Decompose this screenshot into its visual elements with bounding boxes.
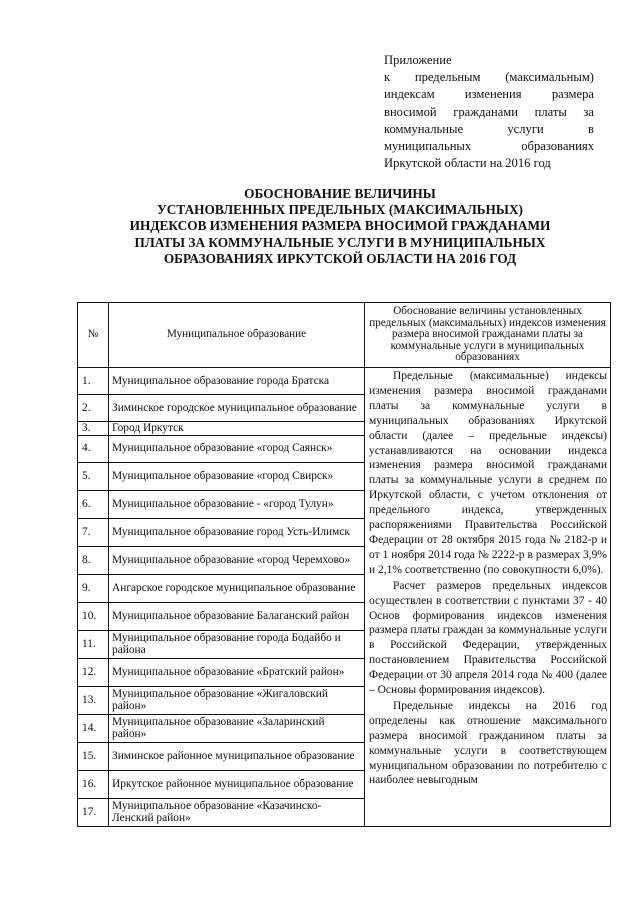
- row-municipality: Муниципальное образование - «город Тулун»: [109, 490, 365, 518]
- table-row: [78, 368, 611, 395]
- row-number: 10.: [78, 602, 109, 630]
- row-municipality: Муниципальное образование «город Черемхово»: [109, 546, 365, 574]
- basis-paragraph: Предельные (максимальные) индексы изменения размера вносимой гражданами платы за коммунальные услуги в муниципальных образованиях Иркутской области (далее – предельные индексы) устанавливаются на основании индекса изменения размера вносимой гражданами платы за коммунальные услуги в среднем по Иркутской области, с учетом отклонения от предельного индекса, утвержденных распоряжениями Правительства Российской Федерации от 28 октября 2015 года № 2182-р и от 1 ноября 2014 года № 2222-р в размерах 3,9% и 2,1% соответственно (по совокупности 6,0%).: [369, 370, 607, 576]
- title-line: ИНДЕКСОВ ИЗМЕНЕНИЯ РАЗМЕРА ВНОСИМОЙ ГРАЖДАНАМИ: [129, 218, 551, 234]
- row-municipality: Муниципальное образование «город Саянск»: [109, 435, 365, 462]
- row-number: 1.: [78, 368, 109, 395]
- row-municipality: Муниципальное образование город Усть-Илимск: [109, 518, 365, 546]
- appendix-line: к предельным (максимальным): [384, 70, 594, 85]
- basis-paragraph: Расчет размеров предельных индексов осуществлен в соответствии с пунктами 37 - 40 Основ формирования индексов изменения размера платы граждан за коммунальные услуги в Российской Федерации, утвержденных постановлением Правительства Российской Федерации от 30 апреля 2014 года № 400 (далее – Основы формирования индексов).: [369, 579, 607, 697]
- appendix-line: коммунальные услуги в: [384, 121, 594, 136]
- row-municipality: Муниципальное образование города Братска: [109, 368, 365, 395]
- appendix-line: Иркутской области на 2016 год: [384, 156, 551, 171]
- header-basis: Обоснование величины установленных предельных (максимальных) индексов изменения размера вносимой гражданами платы за коммунальные услуги в муниципальных образованиях: [365, 303, 611, 368]
- row-municipality: Муниципальное образование «Казачинско-Ленский район»: [109, 798, 365, 826]
- row-municipality: Город Иркутск: [109, 422, 365, 436]
- row-number: 12.: [78, 658, 109, 686]
- row-number: 2.: [78, 395, 109, 422]
- title-line: УСТАНОВЛЕННЫХ ПРЕДЕЛЬНЫХ (МАКСИМАЛЬНЫХ): [157, 202, 523, 218]
- row-municipality: Иркутское районное муниципальное образование: [109, 770, 365, 798]
- row-municipality: Муниципальное образование Балаганский район: [109, 602, 365, 630]
- municipality-table: [77, 302, 611, 827]
- row-municipality: Муниципальное образование «Заларинский район»: [109, 714, 365, 742]
- row-number: 13.: [78, 686, 109, 714]
- basis-paragraph: Предельные индексы на 2016 год определены как отношение максимального размера вносимой гражданином платы за коммунальные услуги в соответствующем муниципальном образовании по потребителю с наиболее невыгодным: [369, 699, 607, 787]
- appendix-line: Приложение: [384, 53, 452, 67]
- row-number: 14.: [78, 714, 109, 742]
- row-number: 17.: [78, 798, 109, 826]
- row-number: 8.: [78, 546, 109, 574]
- row-municipality: Ангарское городское муниципальное образование: [109, 574, 365, 602]
- header-num: №: [78, 303, 109, 368]
- row-number: 6.: [78, 490, 109, 518]
- title-line: ОБОСНОВАНИЕ ВЕЛИЧИНЫ: [244, 186, 436, 201]
- row-number: 16.: [78, 770, 109, 798]
- appendix-line: муниципальных образованиях: [384, 139, 594, 154]
- row-number: 7.: [78, 518, 109, 546]
- row-number: 15.: [78, 742, 109, 770]
- row-municipality: Муниципальное образование «Братский район»: [109, 658, 365, 686]
- appendix-line: индексам изменения размера: [384, 87, 594, 102]
- document-title: [70, 186, 610, 267]
- row-municipality: Муниципальное образование «Жигаловский район»: [109, 686, 365, 714]
- row-municipality: Муниципальное образование города Бодайбо и района: [109, 630, 365, 658]
- basis-text: [365, 368, 611, 827]
- row-number: 9.: [78, 574, 109, 602]
- row-number: 11.: [78, 630, 109, 658]
- row-number: 5.: [78, 462, 109, 490]
- appendix-line: вносимой гражданами платы за: [384, 104, 594, 119]
- row-municipality: Зиминское городское муниципальное образование: [109, 395, 365, 422]
- table-header-row: [78, 303, 611, 368]
- row-municipality: Муниципальное образование «город Свирск»: [109, 462, 365, 490]
- row-number: 3.: [78, 422, 109, 436]
- row-municipality: Зиминское районное муниципальное образование: [109, 742, 365, 770]
- title-line: ПЛАТЫ ЗА КОММУНАЛЬНЫЕ УСЛУГИ В МУНИЦИПАЛЬНЫХ: [134, 234, 546, 250]
- row-number: 4.: [78, 435, 109, 462]
- header-municipality: Муниципальное образование: [109, 303, 365, 368]
- title-line: ОБРАЗОВАНИЯХ ИРКУТСКОЙ ОБЛАСТИ НА 2016 ГОД: [163, 250, 517, 266]
- appendix-note: [384, 52, 594, 172]
